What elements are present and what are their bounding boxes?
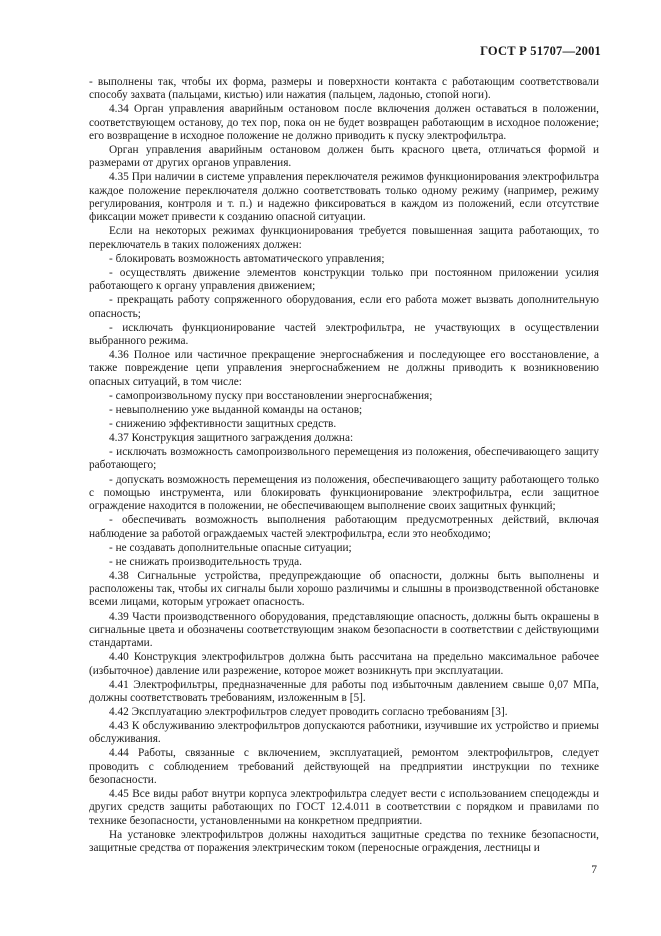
list-item: - исключать функционирование частей электрофильтра, не участвующих в осуществлении выбранного режима. <box>89 321 599 348</box>
list-item: - осуществлять движение элементов конструкции только при постоянном приложении усилия работающего к органу управления движением; <box>89 266 599 293</box>
paragraph: На установке электрофильтров должны находиться защитные средства по технике безопасности, защитные средства от поражения электрическим током (переносные ограждения, лестницы и <box>89 828 599 855</box>
list-item: - обеспечивать возможность выполнения работающим предусмотренных действий, включая наблюдение за работой ограждаемых частей электрофильтра, если это необходимо; <box>89 514 599 540</box>
document-id: ГОСТ Р 51707—2001 <box>480 44 601 58</box>
page-number: 7 <box>591 864 597 876</box>
list-item: - исключать возможность самопроизвольного перемещения из положения, обеспечивающего защиту работающего; <box>89 446 599 472</box>
paragraph: 4.36 Полное или частичное прекращение энергоснабжения и последующее его восстановление, а также повреждение цепи управления энергоснабжением не должны приводить к возникновению опасных ситуаций, в том числе: <box>89 349 599 388</box>
list-item: - прекращать работу сопряженного оборудования, если его работа может вызвать дополнительную опасность; <box>89 294 599 320</box>
list-item: - снижению эффективности защитных средств. <box>109 417 337 430</box>
paragraph: Орган управления аварийным остановом должен быть красного цвета, отличаться формой и размерами от других органов управления. <box>89 144 599 170</box>
paragraph: 4.43 К обслуживанию электрофильтров допускаются работники, изучившие их устройство и приемы обслуживания. <box>89 720 599 746</box>
paragraph: 4.38 Сигнальные устройства, предупреждающие об опасности, должны быть выполнены и расположены так, чтобы их сигналы были хорошо различимы и слышны в производственной обстановке всеми лицами, которым угрожает опасность. <box>89 569 599 609</box>
paragraph: 4.39 Части производственного оборудования, представляющие опасность, должны быть окрашены в сигнальные цвета и обозначены соответствующим знаком безопасности в соответствии с действующими стандартами. <box>89 610 599 650</box>
paragraph: - выполнены так, чтобы их форма, размеры и поверхности контакта с работающим соответствовали способу захвата (пальцами, кистью) или нажатия (пальцем, ладонью, стопой ноги). <box>89 76 599 102</box>
body-text <box>89 76 599 856</box>
list-item: - не снижать производительность труда. <box>109 555 302 568</box>
list-item: - допускать возможность перемещения из положения, обеспечивающего защиту работающего только с помощью инструмента, или блокировать функционирование электрофильтра, если защитное ограждение находится в положении, не обеспечивающем выполнение своих защитных функций; <box>89 473 599 513</box>
paragraph: 4.40 Конструкция электрофильтров должна быть рассчитана на предельно максимальное рабочее (избыточное) давление или разрежение, которое может возникнуть при эксплуатации. <box>89 651 599 677</box>
paragraph: 4.37 Конструкция защитного заграждения должна: <box>109 432 354 445</box>
paragraph: 4.44 Работы, связанные с включением, эксплуатацией, ремонтом электрофильтров, следует проводить с соблюдением требований действующей на предприятии инструкции по технике безопасности. <box>89 747 599 787</box>
list-item: - не создавать дополнительные опасные ситуации; <box>109 541 352 554</box>
paragraph: Если на некоторых режимах функционирования требуется повышенная защита работающих, то переключатель в таких положениях должен: <box>89 225 599 251</box>
paragraph: 4.42 Эксплуатацию электрофильтров следует проводить согласно требованиям [3]. <box>109 705 508 718</box>
list-item: - самопроизвольному пуску при восстановлении энергоснабжения; <box>109 389 433 402</box>
paragraph: 4.41 Электрофильтры, предназначенные для работы под избыточным давлением свыше 0,07 МПа, должны соответствовать требованиям, изложенным в [5]. <box>89 678 599 704</box>
list-item: - блокировать возможность автоматического управления; <box>109 252 385 265</box>
paragraph: 4.34 Орган управления аварийным остановом после включения должен оставаться в положении, соответствующем останову, до тех пор, пока он не будет возвращен работающим в исходное положение; его возвращение в исходное положение не должно приводить к пуску электрофильтра. <box>89 103 599 142</box>
paragraph: 4.45 Все виды работ внутри корпуса электрофильтра следует вести с использованием спецодежды и других средств защиты работающих по ГОСТ 12.4.011 в соответствии с порядком и правилами по технике безопасности, установленными на конкретном предприятии. <box>89 788 599 827</box>
list-item: - невыполнению уже выданной команды на останов; <box>109 403 363 416</box>
paragraph: 4.35 При наличии в системе управления переключателя режимов функционирования электрофильтра каждое положение переключателя должно соответствовать только одному режиму (например, режиму регулирования, контроля и т. п.) и надежно фиксироваться в каждом из положений, если отсутствие фиксации может привести к созданию опасной ситуации. <box>89 171 599 224</box>
